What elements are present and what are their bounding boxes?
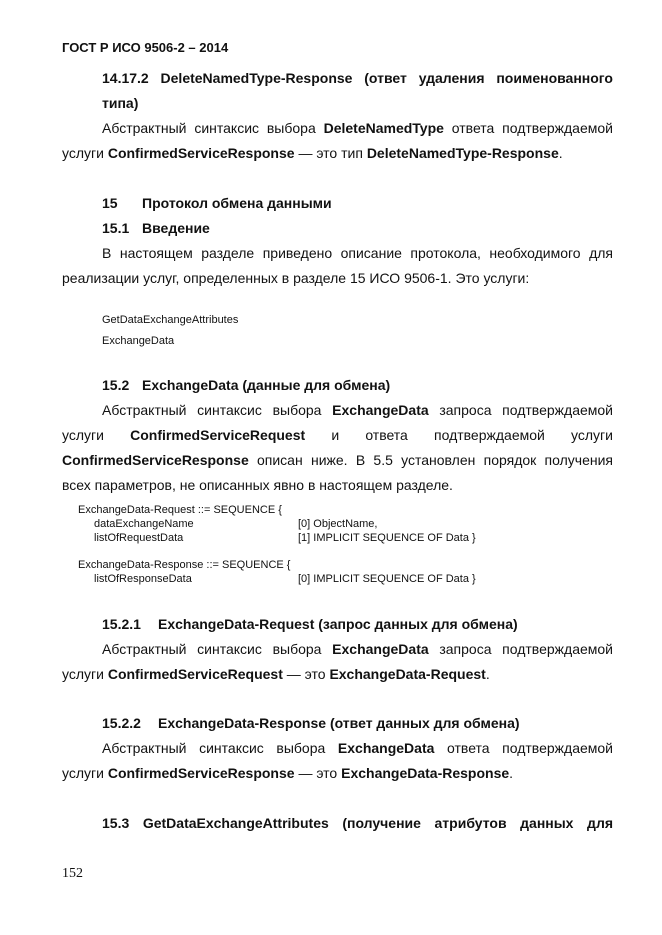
word: и bbox=[331, 427, 340, 443]
paragraph-15-2-2 bbox=[62, 736, 613, 786]
asn-request-definition bbox=[78, 503, 578, 545]
asn-field-name: dataExchangeName bbox=[94, 518, 194, 530]
asn-field-type: [0] ObjectName, bbox=[298, 518, 378, 530]
text: — это bbox=[282, 666, 330, 682]
section-15-2-heading bbox=[102, 373, 653, 398]
text: Абстрактный синтаксис выбора bbox=[102, 740, 338, 756]
text: . bbox=[509, 765, 514, 781]
asn-response-definition bbox=[78, 558, 578, 586]
term: DeleteNamedType bbox=[323, 120, 444, 136]
section-number: 15.3 bbox=[102, 815, 130, 831]
section-number: 15.1 bbox=[102, 220, 130, 236]
text: ответа подтверждаемой bbox=[443, 120, 613, 136]
list-item: ExchangeData bbox=[102, 335, 175, 347]
text: описан ниже. В 5.5 установлен порядок получения bbox=[248, 452, 613, 468]
word: услуги bbox=[571, 427, 613, 443]
section-15-2-1-heading bbox=[102, 612, 653, 637]
paragraph-14-17-2 bbox=[62, 116, 613, 166]
text: услуги bbox=[62, 666, 108, 682]
term: ExchangeData bbox=[332, 641, 429, 657]
term: ConfirmedServiceRequest bbox=[130, 427, 306, 443]
section-15-2-2-heading bbox=[102, 711, 653, 736]
paragraph-15-2-1 bbox=[62, 637, 613, 687]
section-title: ExchangeData-Response (ответ данных для обмена) bbox=[158, 715, 520, 731]
section-title: Протокол обмена данными bbox=[142, 195, 332, 211]
text-line: всех параметров, не описанных явно в настоящем разделе. bbox=[62, 477, 453, 493]
text: услуги bbox=[62, 765, 108, 781]
page-number: 152 bbox=[62, 866, 83, 881]
list-item: GetDataExchangeAttributes bbox=[102, 314, 239, 326]
text: запроса подтверждаемой bbox=[428, 402, 614, 418]
text: . bbox=[485, 666, 490, 682]
asn-head: ExchangeData-Response ::= SEQUENCE { bbox=[78, 559, 291, 571]
section-title: GetDataExchangeAttributes (получение атрибутов данных для bbox=[142, 815, 614, 831]
term: ConfirmedServiceResponse bbox=[107, 765, 295, 781]
text: Абстрактный синтаксис выбора bbox=[102, 402, 333, 418]
paragraph-15-1 bbox=[62, 241, 613, 291]
word: подтверждаемой bbox=[434, 427, 545, 443]
section-number: 15 bbox=[102, 195, 118, 211]
section-number: 15.2.1 bbox=[102, 616, 141, 632]
asn-field-type: [1] IMPLICIT SEQUENCE OF Data } bbox=[298, 532, 476, 544]
section-title: ExchangeData (данные для обмена) bbox=[142, 377, 391, 393]
term: ExchangeData bbox=[337, 740, 435, 756]
section-14-17-2-heading: 14.17.2 DeleteNamedType-Response (ответ удаления поименованного bbox=[102, 70, 613, 86]
section-title: ExchangeData-Request (запрос данных для обмена) bbox=[158, 616, 518, 632]
section-number: 15.2.2 bbox=[102, 715, 141, 731]
paragraph-15-2 bbox=[62, 398, 613, 498]
asn-field-type: [0] IMPLICIT SEQUENCE OF Data } bbox=[298, 573, 476, 585]
text: Абстрактный синтаксис выбора bbox=[102, 120, 324, 136]
section-title: Введение bbox=[142, 220, 210, 236]
section-15-heading bbox=[102, 191, 653, 216]
word: услуги bbox=[62, 427, 104, 443]
word: ответа bbox=[365, 427, 408, 443]
section-15-3-heading bbox=[102, 811, 613, 836]
page-header: ГОСТ Р ИСО 9506-2 – 2014 bbox=[62, 40, 229, 55]
term: ExchangeData-Response bbox=[341, 765, 510, 781]
term: ExchangeData bbox=[332, 402, 429, 418]
asn-field-name: listOfResponseData bbox=[94, 573, 192, 585]
text: Абстрактный синтаксис выбора bbox=[102, 641, 333, 657]
service-list bbox=[102, 310, 238, 352]
term: ConfirmedServiceResponse bbox=[107, 145, 295, 161]
term: ConfirmedServiceRequest bbox=[107, 666, 283, 682]
term: DeleteNamedType-Response bbox=[366, 145, 559, 161]
asn-head: ExchangeData-Request ::= SEQUENCE { bbox=[78, 504, 282, 516]
text: ответа подтверждаемой bbox=[434, 740, 613, 756]
text: — это тип bbox=[294, 145, 367, 161]
text: . bbox=[558, 145, 563, 161]
section-15-1-heading bbox=[102, 216, 653, 241]
section-number: 15.2 bbox=[102, 377, 130, 393]
term: ConfirmedServiceResponse bbox=[62, 452, 249, 468]
text-line: реализации услуг, определенных в разделе 15 ИСО 9506-1. Это услуги: bbox=[62, 270, 530, 286]
section-14-17-2-heading-cont: типа) bbox=[102, 95, 139, 111]
text-line: В настоящем разделе приведено описание протокола, необходимого для bbox=[102, 245, 613, 261]
text: запроса подтверждаемой bbox=[428, 641, 614, 657]
asn-field-name: listOfRequestData bbox=[94, 532, 184, 544]
text: — это bbox=[294, 765, 342, 781]
text: услуги bbox=[62, 145, 108, 161]
term: ExchangeData-Request bbox=[329, 666, 486, 682]
